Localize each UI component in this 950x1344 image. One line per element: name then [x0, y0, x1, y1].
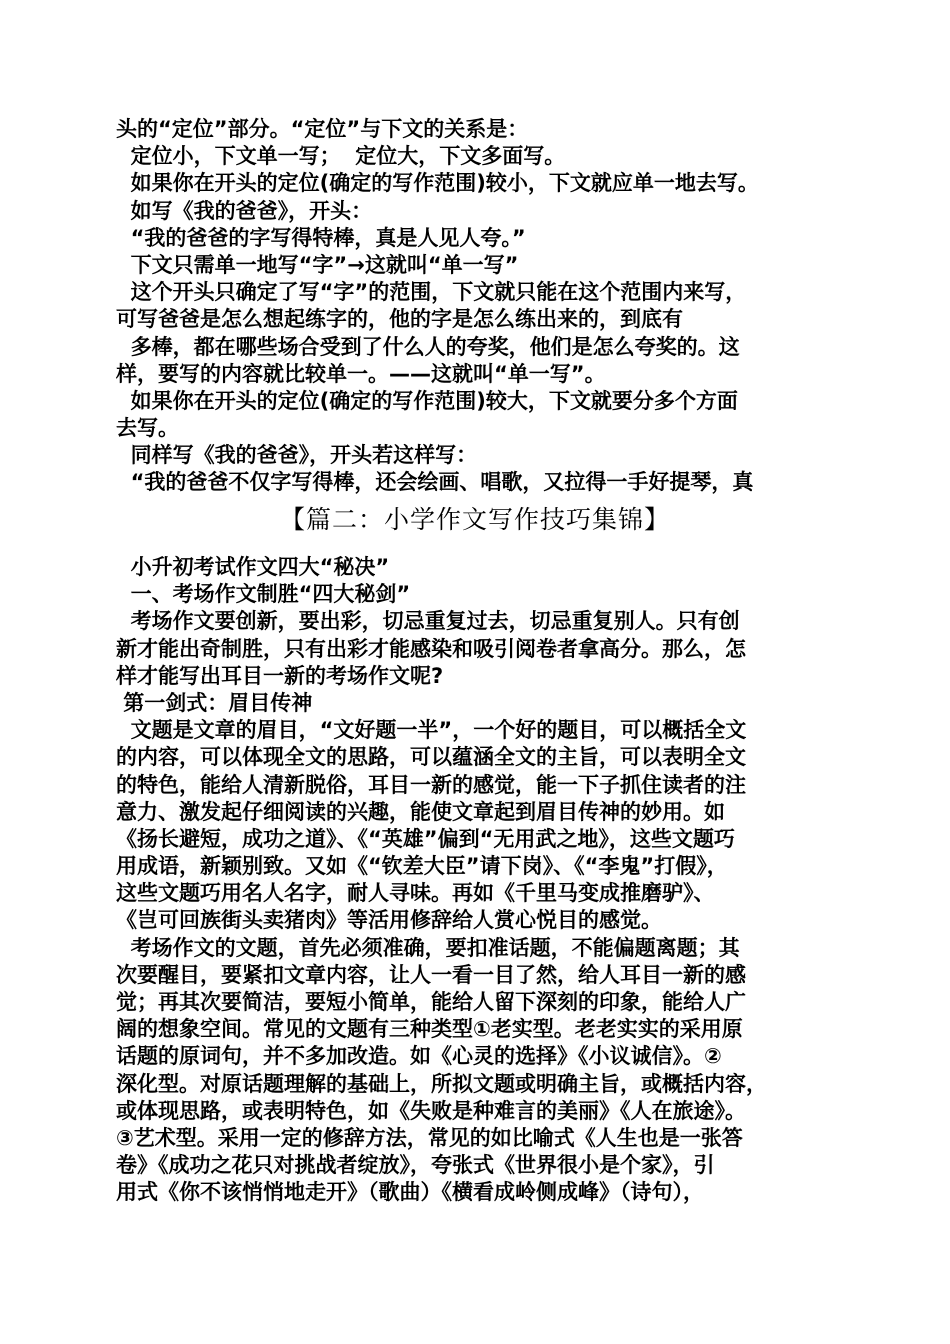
text-line: 如果你在开头的定位(确定的写作范围)较小，下文就应单一地去写。 [116, 171, 759, 196]
text-line: 考场作文要创新，要出彩，切忌重复过去，切忌重复别人。只有创 [116, 609, 740, 634]
text-line: 一、考场作文制胜“四大秘剑” [116, 582, 411, 607]
text-line: “我的爸爸的字写得特棒，真是人见人夸。” [116, 225, 526, 250]
text-line: 同样写《我的爸爸》，开头若这样写： [116, 443, 478, 468]
text-line: “我的爸爸不仅字写得棒，还会绘画、唱歌，又拉得一手好提琴，真 [116, 470, 754, 495]
text-block-part2 [116, 554, 836, 1207]
text-line: 这个开头只确定了写“字”的范围，下文就只能在这个范围内来写， [116, 280, 747, 305]
section-title: 【篇二：小学作文写作技巧集锦】 [279, 505, 670, 534]
text-line: 阔的想象空间。常见的文题有三种类型①老实型。老老实实的采用原 [116, 1017, 743, 1042]
text-line: 意力、激发起仔细阅读的兴趣，能使文章起到眉目传神的妙用。如 [116, 799, 725, 824]
text-line: 如写《我的爸爸》，开头： [116, 198, 373, 223]
text-line: 文题是文章的眉目，“文好题一半”，一个好的题目，可以概括全文 [116, 718, 747, 743]
text-line: 用成语，新颖别致。又如《“钦差大臣”请下岗》、《“李鬼”打假》， [116, 854, 728, 879]
text-line: 卷》《成功之花只对挑战者绽放》，夸张式《世界很小是个家》，引 [116, 1153, 715, 1178]
text-line: 这些文题巧用名人名字，耐人寻味。再如《千里马变成推磨驴》、 [116, 881, 715, 906]
text-line: 下文只需单一地写“字”→这就叫“单一写” [116, 252, 519, 277]
text-line: 或体现思路，或表明特色，如《失败是种难言的美丽》《人在旅途》。 [116, 1098, 746, 1123]
text-line: 次要醒目，要紧扣文章内容，让人一看一目了然，给人耳目一新的感 [116, 962, 746, 987]
text-line: 的特色，能给人清新脱俗，耳目一新的感觉，能一下子抓住读者的注 [116, 772, 746, 797]
text-line: 头的“定位”部分。“定位”与下文的关系是： [116, 117, 529, 141]
text-line: 话题的原词句，并不多加改造。如《心灵的选择》《小议诚信》。② [116, 1044, 722, 1069]
text-line: 考场作文的文题，首先必须准确，要扣准话题，不能偏题离题；其 [116, 935, 740, 960]
text-line: 的内容，可以体现全文的思路，可以蕴涵全文的主旨，可以表明全文 [116, 745, 746, 770]
text-line: 第一剑式：眉目传神 [116, 690, 313, 715]
text-line: 新才能出奇制胜，只有出彩才能感染和吸引阅卷者拿高分。那么，怎 [116, 636, 746, 661]
text-line: 深化型。对原话题理解的基础上，所拟文题或明确主旨，或概括内容， [116, 1071, 767, 1096]
text-line: ③艺术型。采用一定的修辞方法，常见的如比喻式《人生也是一张答 [116, 1125, 743, 1150]
text-line: 去写。 [116, 416, 179, 441]
text-line: 觉；再其次要简洁，要短小简单，能给人留下深刻的印象，能给人广 [116, 990, 746, 1014]
text-line: 《岂可回族街头卖猪肉》等活用修辞给人赏心悦目的感觉。 [116, 908, 662, 933]
text-line: 小升初考试作文四大“秘决” [116, 555, 390, 579]
text-line: 《扬长避短，成功之道》、《“英雄”偏到“无用武之地》，这些文题巧 [116, 826, 735, 851]
text-block-part1 [116, 116, 836, 497]
text-line: 如果你在开头的定位(确定的写作范围)较大，下文就要分多个方面 [116, 388, 738, 413]
text-line: 样，要写的内容就比较单一。——这就叫“单一写”。 [116, 361, 606, 386]
text-line: 定位小，下文单一写； 定位大，下文多面写。 [116, 144, 566, 169]
text-line: 样才能写出耳目一新的考场作文呢? [116, 663, 444, 688]
text-line: 多棒，都在哪些场合受到了什么人的夸奖，他们是怎么夸奖的。这 [116, 334, 740, 359]
text-line: 可写爸爸是怎么想起练字的，他的字是怎么练出来的，到底有 [116, 307, 683, 332]
text-line: 用式《你不该悄悄地走开》（歌曲）《横看成岭侧成峰》（诗句）， [116, 1180, 704, 1205]
